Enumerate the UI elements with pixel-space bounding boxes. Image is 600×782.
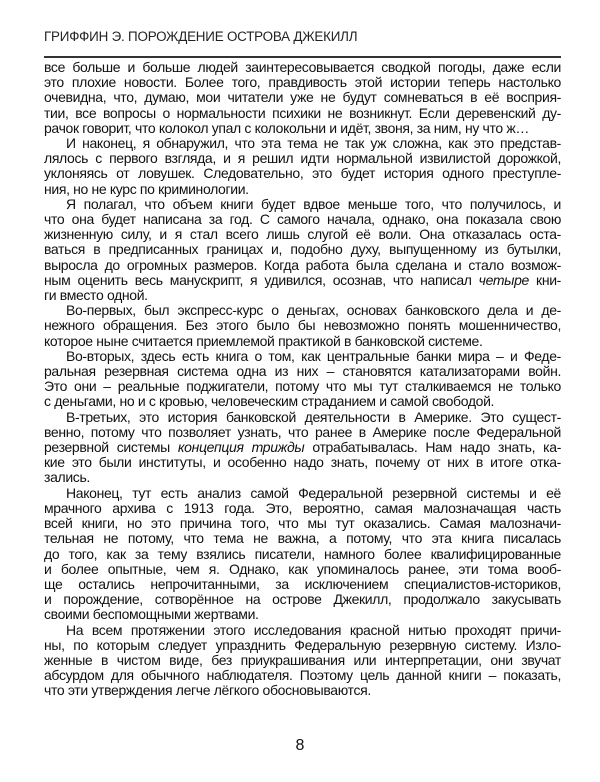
text-segment: отрабатывалась. Нам надо знать, ка- bbox=[304, 440, 561, 456]
text-line: Это они – реальные поджигатели, потому что мы тут сталкиваемся не только bbox=[44, 379, 561, 395]
text-line bbox=[44, 440, 561, 455]
running-header: ГРИФФИН Э. ПОРОЖДЕНИЕ ОСТРОВА ДЖЕКИЛЛ bbox=[44, 29, 358, 44]
text-line: ральная резервная система одна из них – становятся катализаторами войн. bbox=[44, 364, 561, 380]
text-line: абсурдом для обычного наблюдателя. Поэтому цель данной книги – показать, bbox=[44, 668, 561, 684]
text-line: Наконец, тут есть анализ самой Федеральной резервной системы и её bbox=[66, 485, 561, 501]
paragraph bbox=[44, 303, 561, 349]
text-line: ны, по которым следует упразднить Федеральную резервную систему. Изло- bbox=[44, 637, 561, 653]
text-line: тельная не потому, что тема не важна, а потому, что эта книга писалась bbox=[44, 531, 561, 547]
text-line: до того, как за тему взялись писатели, намного более квалифицированные bbox=[44, 546, 561, 562]
paragraph bbox=[44, 136, 561, 197]
text-line: лялось с первого взгляда, и я решил идти нормальной извилистой дорожкой, bbox=[44, 151, 561, 167]
text-line: В-третьих, это история банковской деятельности в Америке. Это сущест- bbox=[66, 409, 561, 425]
paragraph bbox=[44, 486, 561, 623]
italic-text: концепция трижды bbox=[177, 440, 305, 456]
page-body bbox=[44, 60, 561, 699]
text-line: очевидна, что, думаю, мои читатели уже не будут сомневаться в её восприя- bbox=[44, 90, 561, 106]
text-line: и более опытные, чем я. Однако, как упоминалось ранее, эти тома вооб- bbox=[44, 561, 561, 577]
text-line: мрачного архива с 1913 года. Это, вероятно, самая малозначащая часть bbox=[44, 500, 561, 516]
paragraph bbox=[44, 197, 561, 303]
text-line: ния, но не курс по криминологии. bbox=[44, 181, 249, 197]
text-line: женные в чистом виде, без приукрашивания или интерпретации, они звучат bbox=[44, 652, 561, 668]
text-line: Я полагал, что объем книги будет вдвое меньше того, что получилось, и bbox=[66, 196, 561, 212]
text-line: что эти утверждения легче лёгкого обосновываются. bbox=[44, 683, 371, 699]
paragraph bbox=[44, 623, 561, 699]
text-segment: резервной системы bbox=[44, 440, 178, 456]
text-line: выросла до огромных размеров. Когда работа была сделана и стало возмож- bbox=[44, 257, 561, 273]
text-line: ваться в предписанных границах и, подобно духу, выпущенному из бутылки, bbox=[44, 242, 561, 258]
paragraph bbox=[44, 60, 561, 136]
text-segment: кни- bbox=[528, 272, 561, 288]
text-line: с деньгами, но и с кровью, человеческим страданием и самой свободой. bbox=[44, 394, 495, 410]
text-line: всей книги, но это причина того, что мы тут оказались. Самая малозначи- bbox=[44, 516, 561, 532]
text-line: тии, все вопросы о нормальности психики не возникнут. Если деревенский ду- bbox=[44, 105, 561, 121]
text-line: что она будет написана за год. С самого начала, однако, она показала свою bbox=[44, 212, 561, 228]
text-line: жизненную силу, и я стал всего лишь слугой её воли. Она отказалась оста- bbox=[44, 227, 561, 243]
text-line: своими беспомощными жертвами. bbox=[44, 607, 259, 623]
text-line: И наконец, я обнаружил, что эта тема не так уж сложна, как это представ- bbox=[66, 136, 561, 152]
text-line: нежного обращения. Без этого было бы невозможно понять мошенничество, bbox=[44, 318, 561, 334]
text-line: рачок говорит, что колокол упал с колокольни и идёт, звоня, за ним, ну что ж… bbox=[44, 120, 530, 136]
text-line: На всем протяжении этого исследования красной нитью проходят причи- bbox=[66, 622, 561, 638]
text-line: ги вместо одной. bbox=[44, 288, 148, 304]
text-line bbox=[44, 273, 561, 288]
text-line: все больше и больше людей заинтересовывается сводкой погоды, даже если bbox=[44, 60, 561, 75]
text-line: Во-первых, был экспресс-курс о деньгах, основах банковского дела и де- bbox=[66, 303, 561, 319]
text-line: и порождение, сотворённое на острове Джекилл, продолжало закусывать bbox=[44, 592, 561, 608]
paragraph bbox=[44, 410, 561, 486]
text-line: ще остались непрочитанными, за исключением специалистов-историков, bbox=[44, 576, 561, 592]
page-number: 8 bbox=[295, 737, 305, 754]
italic-text: четыре bbox=[478, 272, 529, 288]
text-line: Во-вторых, здесь есть книга о том, как центральные банки мира – и Феде- bbox=[66, 348, 561, 364]
text-line: кие это были институты, и особенно надо знать, почему от них в итоге отка- bbox=[44, 455, 561, 471]
text-line: венно, потому что позволяет узнать, что ранее в Америке после Федеральной bbox=[44, 424, 561, 440]
header-rule bbox=[44, 56, 561, 58]
paragraph bbox=[44, 349, 561, 410]
text-line: уклоняясь от ловушек. Следовательно, это будет история одного преступле- bbox=[44, 166, 561, 182]
text-segment: ным оценить весь манускрипт, я удивился, осознав, что написал bbox=[44, 272, 479, 288]
text-line: это плохие новости. Более того, правдивость этой истории теперь настолько bbox=[44, 75, 561, 91]
text-line: зались. bbox=[44, 470, 90, 486]
text-line: которое ныне считается приемлемой практикой в банковской системе. bbox=[44, 333, 483, 349]
